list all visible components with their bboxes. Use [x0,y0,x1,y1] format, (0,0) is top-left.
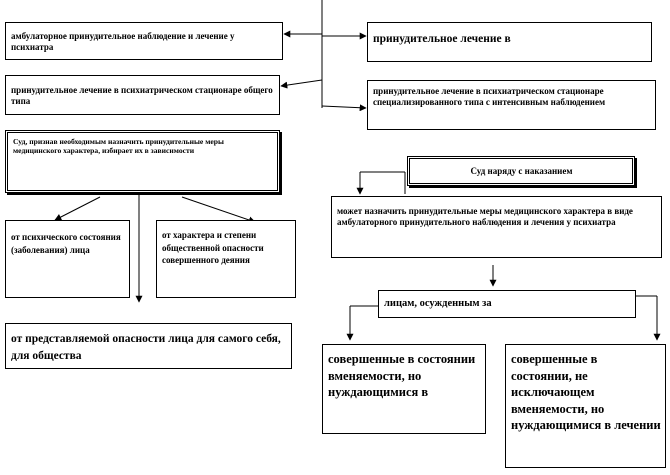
danger-self-text: от представляемой опасности лица для самого себя, для общества [11,333,281,362]
arrow-to-mental-state [55,197,100,220]
court-punishment-text: Суд наряду с наказанием [470,166,573,176]
committed-not-excluding-box [505,344,666,468]
character-danger-box [156,220,296,298]
general-hospital-text: принудительное лечение в психиатрическом стационаре общего типа [11,85,273,106]
may-assign-box [331,196,662,258]
arrow-to-character-danger [182,197,255,222]
committed-sane-box [322,344,486,434]
forced-treatment-text: принудительное лечение в [373,33,511,45]
character-danger-text: от характера и степени общественной опасности совершенного деяния [162,230,264,266]
persons-convicted-box [378,290,636,318]
ambulatory-text: амбулаторное принудительное наблюдение и лечение у психиатра [11,31,235,52]
specialized-hospital-text: принудительное лечение в психиатрическом стационаре специализированного типа с интенсивным наблюдением [373,86,606,107]
forced-treatment-box [367,22,652,62]
may-assign-text: может назначить принудительные меры медицинского характера в виде амбулаторного принудительного наблюдения и лечения у психиатра [337,206,633,227]
danger-self-box [5,323,292,369]
specialized-hospital-box [367,80,656,130]
court-measures-text: Суд, признав необходимым назначить принудительные меры медицинского характера, избирает их в зависимости [13,137,224,155]
court-punishment-box [407,156,635,186]
arrow-to-general-hospital [281,80,322,86]
arrow-to-specialized-hospital [322,106,366,108]
court-measures-box [5,130,280,193]
general-hospital-box [5,75,280,115]
persons-convicted-text: лицам, осужденным за [384,298,492,309]
mental-state-box [5,220,130,298]
committed-not-excluding-text: совершенные в состоянии, не исключающем вменяемости, но нуждающимися в лечении [511,352,661,432]
ambulatory-box [5,22,283,60]
committed-sane-text: совершенные в состоянии вменяемости, но нуждающимися в [328,352,476,399]
mental-state-text: от психического состояния (заболевания) лица [11,232,121,256]
